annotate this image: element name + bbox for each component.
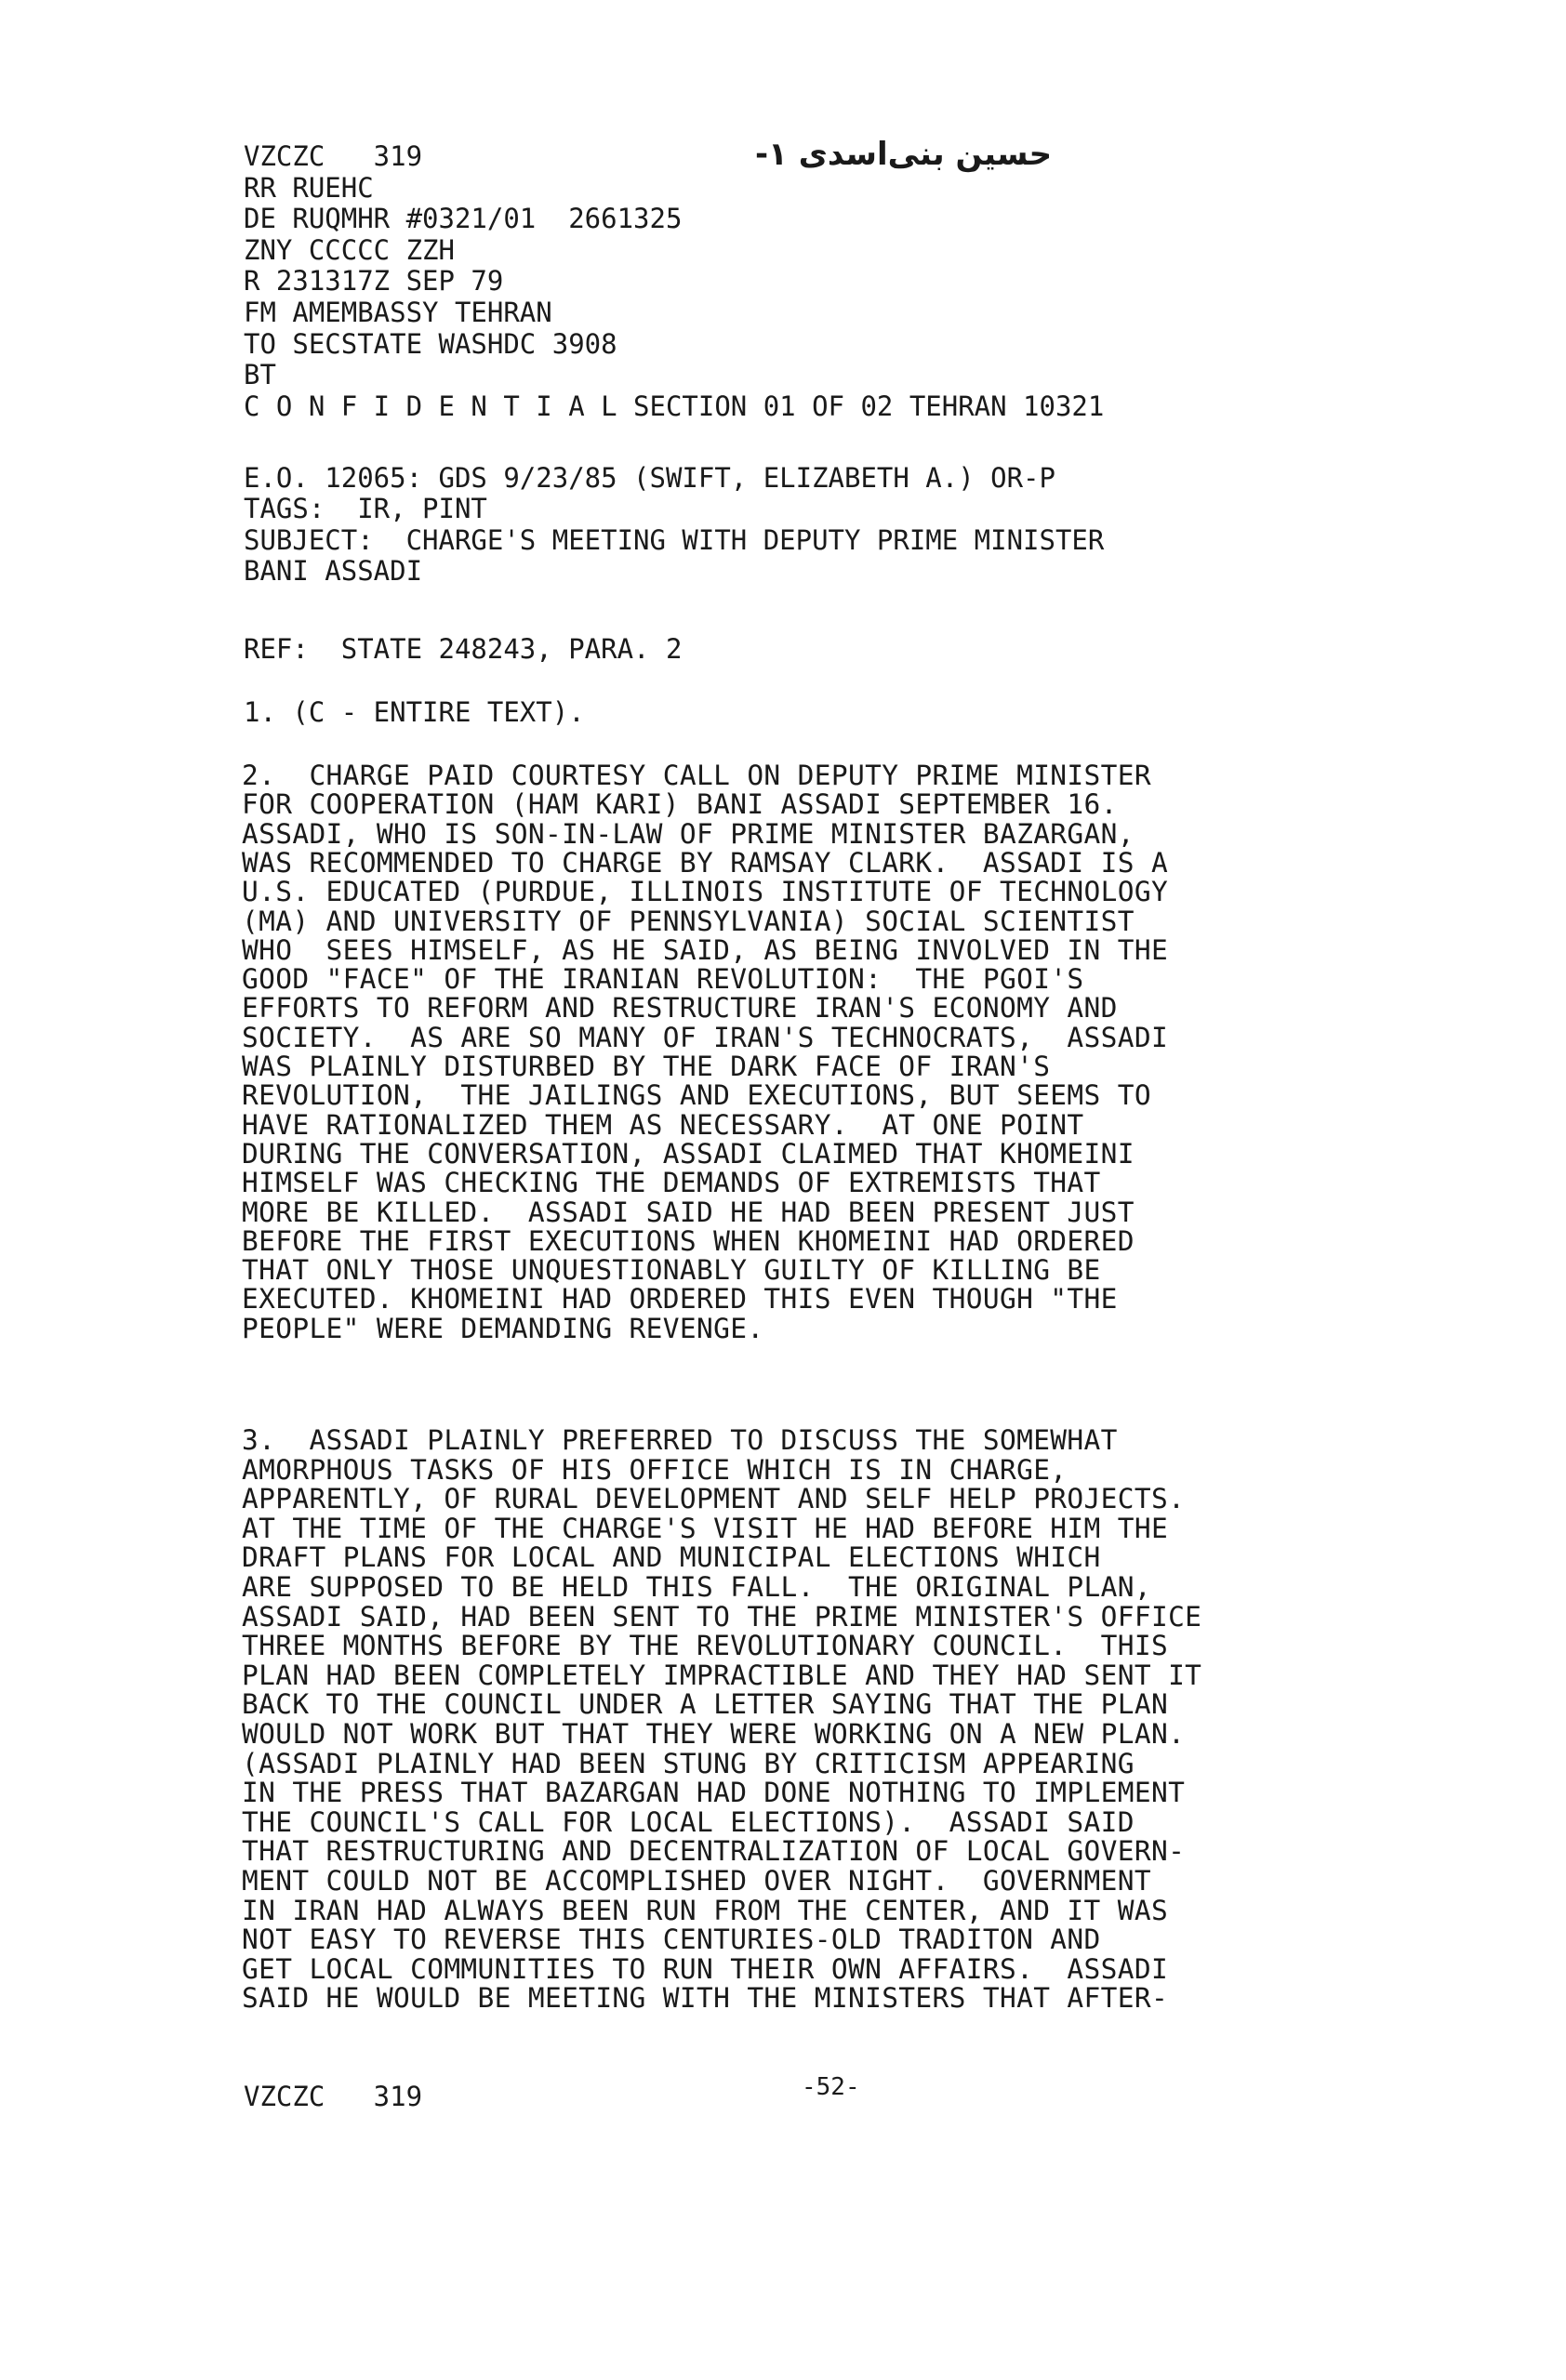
header-line: TO SECSTATE WASHDC 3908 [244,327,617,360]
para3-line: APPARENTLY, OF RURAL DEVELOPMENT AND SELF HELP PROJECTS. [242,1483,1186,1515]
handwritten-note: حسین بنی‌اسدی ۱- [755,136,1053,173]
header-line: R 231317Z SEP 79 [244,265,504,298]
para3-line: 3. ASSADI PLAINLY PREFERRED TO DISCUSS THE SOMEWHAT [242,1424,1118,1456]
header-line: ZNY CCCCC ZZH [244,233,455,266]
meta-line: TAGS: IR, PINT [244,493,487,525]
header-line: RR RUEHC [244,171,374,204]
para3-line: ASSADI SAID, HAD BEEN SENT TO THE PRIME MINISTER'S OFFICE [242,1600,1202,1633]
para2-line: PEOPLE" WERE DEMANDING REVENGE. [242,1312,764,1344]
meta-line: BANI ASSADI [244,554,423,587]
para3-line: ARE SUPPOSED TO BE HELD THIS FALL. THE ORIGINAL PLAN, [242,1571,1151,1603]
para2-line: SOCIETY. AS ARE SO MANY OF IRAN'S TECHNOCRATS, ASSADI [242,1021,1169,1053]
reference-line: REF: STATE 248243, PARA. 2 [244,633,683,665]
para3-line: THAT RESTRUCTURING AND DECENTRALIZATION OF LOCAL GOVERN- [242,1835,1186,1868]
para3-line: IN IRAN HAD ALWAYS BEEN RUN FROM THE CENTER, AND IT WAS [242,1894,1169,1926]
para2-line: U.S. EDUCATED (PURDUE, ILLINOIS INSTITUTE OF TECHNOLOGY [242,876,1169,908]
para2-line: GOOD "FACE" OF THE IRANIAN REVOLUTION: THE PGOI'S [242,963,1084,996]
para3-line: AMORPHOUS TASKS OF HIS OFFICE WHICH IS IN CHARGE, [242,1453,1068,1486]
para2-line: WAS RECOMMENDED TO CHARGE BY RAMSAY CLARK. ASSADI IS A [242,846,1169,879]
para2-line: THAT ONLY THOSE UNQUESTIONABLY GUILTY OF KILLING BE [242,1254,1101,1287]
para3-line: THE COUNCIL'S CALL FOR LOCAL ELECTIONS). ASSADI SAID [242,1805,1135,1838]
header-line: BT [244,359,276,391]
para2-line: (MA) AND UNIVERSITY OF PENNSYLVANIA) SOCIAL SCIENTIST [242,905,1135,937]
para2-line: WAS PLAINLY DISTURBED BY THE DARK FACE OF IRAN'S [242,1051,1051,1082]
para3-line: DRAFT PLANS FOR LOCAL AND MUNICIPAL ELECTIONS WHICH [242,1541,1101,1574]
para2-line: HIMSELF WAS CHECKING THE DEMANDS OF EXTREMISTS THAT [242,1167,1101,1199]
para2-line: MORE BE KILLED. ASSADI SAID HE HAD BEEN PRESENT JUST [242,1196,1135,1228]
para2-line: DURING THE CONVERSATION, ASSADI CLAIMED THAT KHOMEINI [242,1137,1135,1170]
para2-line: REVOLUTION, THE JAILINGS AND EXECUTIONS, BUT SEEMS TO [242,1079,1151,1112]
meta-line: E.O. 12065: GDS 9/23/85 (SWIFT, ELIZABETH A.) OR-P [244,462,1055,494]
para2-line: 2. CHARGE PAID COURTESY CALL ON DEPUTY PRIME MINISTER [242,760,1151,791]
para2-line: EFFORTS TO REFORM AND RESTRUCTURE IRAN'S ECONOMY AND [242,992,1118,1025]
para3-line: MENT COULD NOT BE ACCOMPLISHED OVER NIGHT. GOVERNMENT [242,1865,1151,1897]
page-number: -52- [802,2073,860,2101]
para3-line: IN THE PRESS THAT BAZARGAN HAD DONE NOTHING TO IMPLEMENT [242,1777,1186,1809]
footer-routing: VZCZC 319 [244,2081,423,2112]
para3-line: NOT EASY TO REVERSE THIS CENTURIES-OLD TRADITON AND [242,1924,1101,1956]
header-line: C O N F I D E N T I A L SECTION 01 OF 02 TEHRAN 10321 [244,390,1105,422]
para3-line: AT THE TIME OF THE CHARGE'S VISIT HE HAD BEFORE HIM THE [242,1512,1169,1544]
paragraph-1: 1. (C - ENTIRE TEXT). [244,696,585,728]
header-line: FM AMEMBASSY TEHRAN [244,297,552,328]
para3-line: BACK TO THE COUNCIL UNDER A LETTER SAYING THAT THE PLAN [242,1688,1169,1721]
para2-line: BEFORE THE FIRST EXECUTIONS WHEN KHOMEINI HAD ORDERED [242,1224,1135,1257]
para2-line: ASSADI, WHO IS SON-IN-LAW OF PRIME MINISTER BAZARGAN, [242,817,1135,850]
para2-line: EXECUTED. KHOMEINI HAD ORDERED THIS EVEN THOUGH "THE [242,1283,1118,1316]
para2-line: WHO SEES HIMSELF, AS HE SAID, AS BEING INVOLVED IN THE [242,933,1169,966]
para3-line: PLAN HAD BEEN COMPLETELY IMPRACTIBLE AND THEY HAD SENT IT [242,1659,1202,1691]
para3-line: (ASSADI PLAINLY HAD BEEN STUNG BY CRITICISM APPEARING [242,1747,1135,1779]
meta-line: SUBJECT: CHARGE'S MEETING WITH DEPUTY PRIME MINISTER [244,523,1105,556]
para3-line: GET LOCAL COMMUNITIES TO RUN THEIR OWN AFFAIRS. ASSADI [242,1952,1169,1985]
para2-line: HAVE RATIONALIZED THEM AS NECESSARY. AT ONE POINT [242,1108,1084,1141]
para2-line: FOR COOPERATION (HAM KARI) BANI ASSADI SEPTEMBER 16. [242,788,1118,821]
header-line: VZCZC 319 [244,140,423,172]
para3-line: THREE MONTHS BEFORE BY THE REVOLUTIONARY COUNCIL. THIS [242,1630,1169,1662]
para3-line: SAID HE WOULD BE MEETING WITH THE MINISTERS THAT AFTER- [242,1982,1169,2015]
header-line: DE RUQMHR #0321/01 2661325 [244,203,683,235]
para3-line: WOULD NOT WORK BUT THAT THEY WERE WORKING ON A NEW PLAN. [242,1718,1186,1750]
